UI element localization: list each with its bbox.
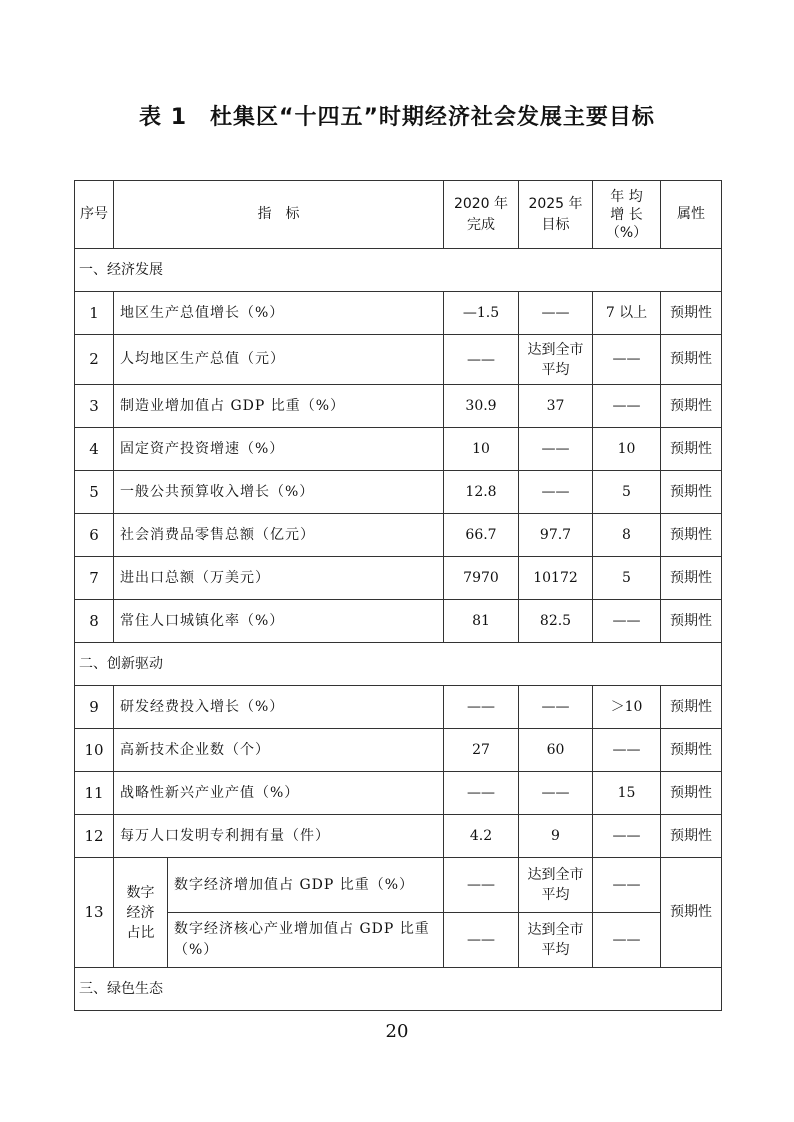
value-2020: 30.9 <box>444 385 519 428</box>
group-label: 数字 经济 占比 <box>114 858 168 968</box>
value-attr: 预期性 <box>661 557 722 600</box>
row-number: 10 <box>75 729 114 772</box>
table-row <box>75 600 722 643</box>
row-number: 5 <box>75 471 114 514</box>
table-row <box>75 514 722 557</box>
value-attr: 预期性 <box>661 514 722 557</box>
indicator-name: 每万人口发明专利拥有量（件） <box>114 815 444 858</box>
section-row <box>75 643 722 686</box>
value-2020: 4.2 <box>444 815 519 858</box>
table-row <box>75 428 722 471</box>
indicator-name: 数字经济核心产业增加值占 GDP 比重（%） <box>168 913 444 968</box>
indicator-name: 制造业增加值占 GDP 比重（%） <box>114 385 444 428</box>
value-2020: —1.5 <box>444 292 519 335</box>
section-label: 三、绿色生态 <box>75 968 722 1011</box>
row-number: 11 <box>75 772 114 815</box>
value-2025: —— <box>519 292 593 335</box>
value-2020: —— <box>444 772 519 815</box>
row-number: 1 <box>75 292 114 335</box>
value-2025: —— <box>519 428 593 471</box>
value-growth: 5 <box>593 471 661 514</box>
row-number: 8 <box>75 600 114 643</box>
indicator-name: 社会消费品零售总额（亿元） <box>114 514 444 557</box>
header-2020: 2020 年 完成 <box>444 181 519 249</box>
value-2020: —— <box>444 858 519 913</box>
value-2025: 82.5 <box>519 600 593 643</box>
value-growth: —— <box>593 600 661 643</box>
value-attr: 预期性 <box>661 600 722 643</box>
value-2025: 97.7 <box>519 514 593 557</box>
value-2020: 27 <box>444 729 519 772</box>
value-attr: 预期性 <box>661 729 722 772</box>
value-growth: ＞10 <box>593 686 661 729</box>
value-growth: —— <box>593 858 661 913</box>
table-row <box>75 815 722 858</box>
row-number: 2 <box>75 335 114 385</box>
table-row <box>75 335 722 385</box>
value-2020: 66.7 <box>444 514 519 557</box>
targets-table <box>74 180 722 1011</box>
table-row <box>75 686 722 729</box>
row-number: 7 <box>75 557 114 600</box>
value-2025: 达到全市 平均 <box>519 913 593 968</box>
page-number: 20 <box>385 1021 409 1042</box>
value-attr: 预期性 <box>661 772 722 815</box>
value-2025: —— <box>519 772 593 815</box>
value-2025: 60 <box>519 729 593 772</box>
section-row <box>75 968 722 1011</box>
value-attr: 预期性 <box>661 335 722 385</box>
value-growth: 5 <box>593 557 661 600</box>
value-growth: —— <box>593 335 661 385</box>
indicator-name: 一般公共预算收入增长（%） <box>114 471 444 514</box>
indicator-name: 人均地区生产总值（元） <box>114 335 444 385</box>
value-2025: 达到全市 平均 <box>519 335 593 385</box>
value-attr: 预期性 <box>661 292 722 335</box>
section-row <box>75 249 722 292</box>
value-2020: 10 <box>444 428 519 471</box>
value-2020: 81 <box>444 600 519 643</box>
section-label: 二、创新驱动 <box>75 643 722 686</box>
header-seq: 序号 <box>75 181 114 249</box>
table-row <box>75 772 722 815</box>
indicator-name: 战略性新兴产业产值（%） <box>114 772 444 815</box>
indicator-name: 固定资产投资增速（%） <box>114 428 444 471</box>
value-growth: 8 <box>593 514 661 557</box>
value-2020: —— <box>444 913 519 968</box>
row-number: 13 <box>75 858 114 968</box>
value-attr: 预期性 <box>661 428 722 471</box>
value-2025: 37 <box>519 385 593 428</box>
table-row <box>75 385 722 428</box>
header-attr: 属性 <box>661 181 722 249</box>
value-attr: 预期性 <box>661 471 722 514</box>
header-indicator: 指 标 <box>114 181 444 249</box>
value-growth: —— <box>593 815 661 858</box>
value-attr: 预期性 <box>661 686 722 729</box>
value-2020: 7970 <box>444 557 519 600</box>
value-2020: —— <box>444 335 519 385</box>
value-2025: 10172 <box>519 557 593 600</box>
row-number: 9 <box>75 686 114 729</box>
table-row <box>75 858 722 913</box>
table-row <box>75 557 722 600</box>
indicator-name: 研发经费投入增长（%） <box>114 686 444 729</box>
indicator-name: 常住人口城镇化率（%） <box>114 600 444 643</box>
table-row <box>75 913 722 968</box>
header-2025: 2025 年 目标 <box>519 181 593 249</box>
table-title: 表 1 杜集区“十四五”时期经济社会发展主要目标 <box>139 105 655 130</box>
value-growth: 15 <box>593 772 661 815</box>
table-row <box>75 729 722 772</box>
row-number: 4 <box>75 428 114 471</box>
value-2020: 12.8 <box>444 471 519 514</box>
header-growth: 年 均 增 长 （%） <box>593 181 661 249</box>
row-number: 12 <box>75 815 114 858</box>
table-row <box>75 471 722 514</box>
value-2025: —— <box>519 471 593 514</box>
header-row <box>75 181 722 249</box>
indicator-name: 进出口总额（万美元） <box>114 557 444 600</box>
value-attr: 预期性 <box>661 815 722 858</box>
value-attr: 预期性 <box>661 385 722 428</box>
value-growth: 7 以上 <box>593 292 661 335</box>
value-2025: —— <box>519 686 593 729</box>
indicator-name: 地区生产总值增长（%） <box>114 292 444 335</box>
value-growth: —— <box>593 913 661 968</box>
indicator-name: 高新技术企业数（个） <box>114 729 444 772</box>
value-2020: —— <box>444 686 519 729</box>
row-number: 3 <box>75 385 114 428</box>
value-2025: 达到全市 平均 <box>519 858 593 913</box>
value-attr: 预期性 <box>661 858 722 968</box>
value-growth: —— <box>593 729 661 772</box>
value-growth: —— <box>593 385 661 428</box>
section-label: 一、经济发展 <box>75 249 722 292</box>
value-2025: 9 <box>519 815 593 858</box>
table-row <box>75 292 722 335</box>
indicator-name: 数字经济增加值占 GDP 比重（%） <box>168 858 444 913</box>
row-number: 6 <box>75 514 114 557</box>
value-growth: 10 <box>593 428 661 471</box>
